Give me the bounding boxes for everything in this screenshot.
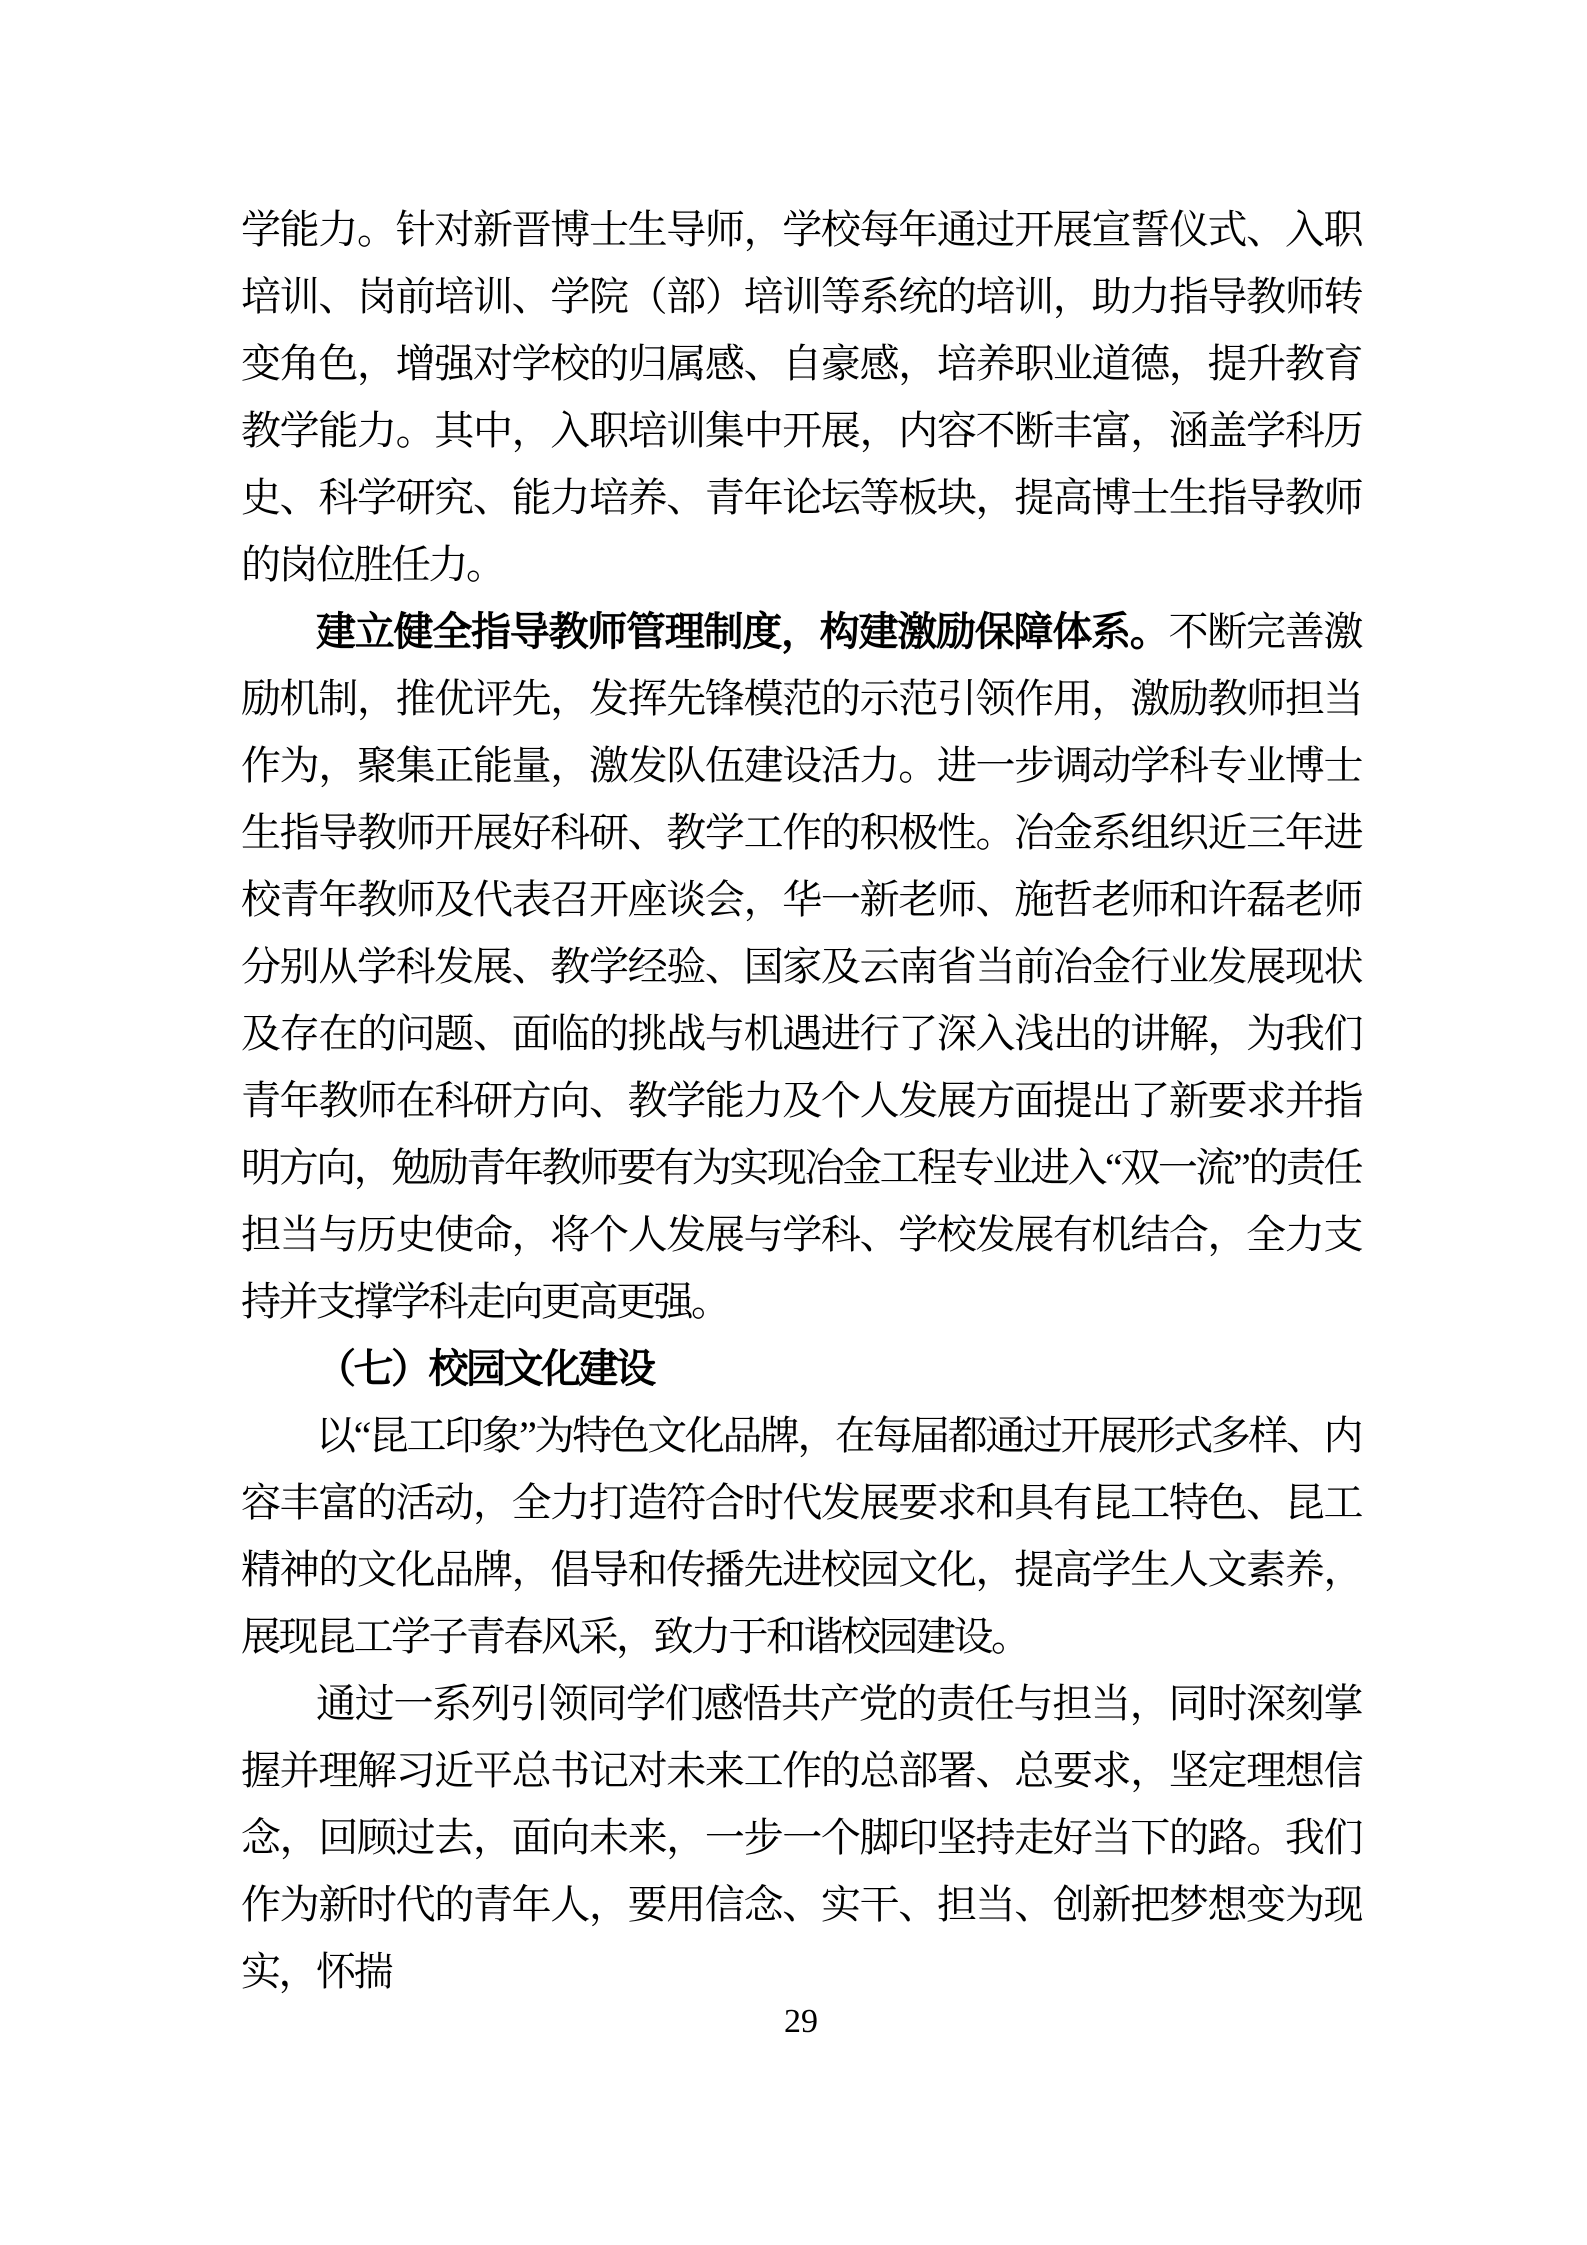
bold-text-run: （七）校园文化建设 <box>316 1346 654 1391</box>
paragraph <box>241 1402 1361 1670</box>
page-number: 29 <box>784 2003 818 2040</box>
bold-text-run: 建立健全指导教师管理制度，构建激励保障体系。 <box>316 609 1169 654</box>
text-run: 通过一系列引领同学们感悟共产党的责任与担当，同时深刻掌握并理解习近平总书记对未来工作的总部署、总要求，坚定理想信念，回顾过去，面向未来，一步一个脚印坚持走好当下的路。我们作为新时代的青年人，要用信念、实干、担当、创新把梦想变为现实，怀揣 <box>241 1681 1361 1994</box>
text-run: 以“昆工印象”为特色文化品牌，在每届都通过开展形式多样、内容丰富的活动，全力打造符合时代发展要求和具有昆工特色、昆工精神的文化品牌，倡导和传播先进校园文化，提高学生人文素养，展现昆工学子青春风采，致力于和谐校园建设。 <box>241 1413 1361 1659</box>
text-run: 学能力。针对新晋博士生导师，学校每年通过开展宣誓仪式、入职培训、岗前培训、学院（部）培训等系统的培训，助力指导教师转变角色，增强对学校的归属感、自豪感，培养职业道德，提升教育教学能力。其中，入职培训集中开展，内容不断丰富，涵盖学科历史、科学研究、能力培养、青年论坛等板块，提高博士生指导教师的岗位胜任力。 <box>241 207 1361 587</box>
text-run: 不断完善激励机制，推优评先，发挥先锋模范的示范引领作用，激励教师担当作为，聚集正能量，激发队伍建设活力。进一步调动学科专业博士生指导教师开展好科研、教学工作的积极性。冶金系组织近三年进校青年教师及代表召开座谈会，华一新老师、施哲老师和许磊老师分别从学科发展、教学经验、国家及云南省当前冶金行业发展现状及存在的问题、面临的挑战与机遇进行了深入浅出的讲解，为我们青年教师在科研方向、教学能力及个人发展方面提出了新要求并指明方向，勉励青年教师要有为实现冶金工程专业进入“双一流”的责任担当与历史使命，将个人发展与学科、学校发展有机结合，全力支持并支撑学科走向更高更强。 <box>241 609 1361 1324</box>
section-heading <box>241 1335 1361 1402</box>
paragraph <box>241 196 1361 598</box>
paragraph <box>241 1670 1361 2005</box>
paragraph <box>241 598 1361 1335</box>
paragraphs <box>241 196 1361 2005</box>
document-body <box>241 196 1361 2005</box>
page-footer <box>241 2002 1361 2042</box>
